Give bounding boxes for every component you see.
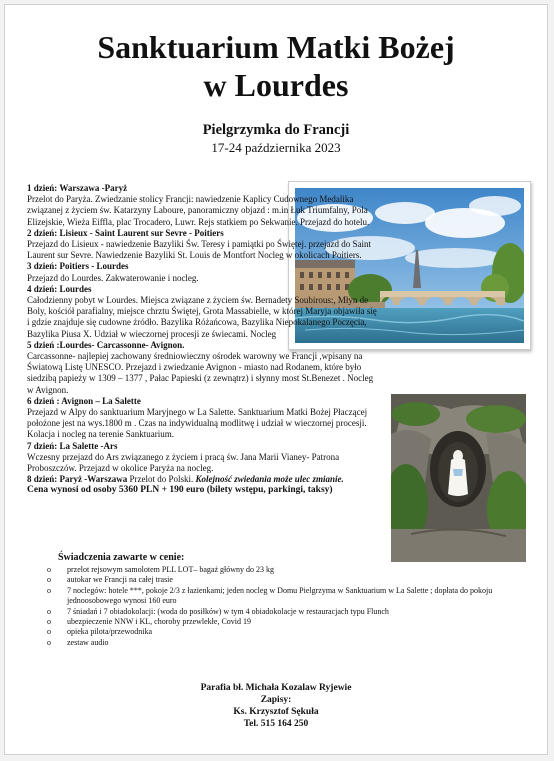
list-item: o ubezpieczenie NNW i KL, choroby przewlekłe, Covid 19 xyxy=(45,617,525,627)
day-heading: 3 dzień: Poitiers - Lourdes xyxy=(27,261,129,272)
day-8 xyxy=(27,474,377,485)
day-heading: 1 dzień: Warszawa -Paryż xyxy=(27,183,128,193)
contact-phone: Tel. 515 164 250 xyxy=(243,719,309,729)
day-6 xyxy=(27,396,377,441)
day-description: Przelot do Paryża. Zwiedzanie stolicy Francji: nawiedzenie Kaplicy Cudownego Medalika związanej z życiem św. Katarzyny Laboure, panoramiczny objazd : m.in Łuk Triumfalny, Pola Elizejskie, Wieża Eiffla, plac Trocadero, Luwr. Rejs statkiem po Sekwanie. Przejazd do hotelu. xyxy=(27,194,370,227)
day-description: Przejazd w Alpy do sanktuarium Maryjnego w La Salette. Sanktuarium Matki Bożej Płaczącej położone jest na wys.1800 m . Czas na indywidualną modlitwę i udział w wieczornej procesji. Kolacja i nocleg na terenie Sanktuarium. xyxy=(27,407,368,440)
benefits-list xyxy=(45,565,525,648)
day-description: Przejazd do Lourdes. Zakwaterowanie i nocleg. xyxy=(27,272,199,283)
contact-person: Ks. Krzysztof Sękuła xyxy=(233,707,319,717)
benefits-heading: Świadczenia zawarte w cenie: xyxy=(58,552,185,563)
parish-name: Parafia bł. Michała Kozalaw Ryjewie xyxy=(200,683,352,693)
list-item: o 7 noclegów: hotele ***, pokoje 2/3 z łazienkami; jeden nocleg w Domu Pielgrzyma w Sanktuarium w La Salette ; dopłata do pokoju jednoosobowego wynosi 160 euro xyxy=(45,586,525,607)
day-heading: 8 dzień: Paryż -Warszawa xyxy=(27,474,128,485)
day-7 xyxy=(27,441,377,475)
grotto-illustration xyxy=(391,394,526,562)
day-heading: 5 dzień :Lourdes- Carcassonne- Avignon. xyxy=(27,339,185,350)
day-5 xyxy=(27,340,377,396)
list-item: o zestaw audio xyxy=(45,638,525,648)
lourdes-grotto-photo xyxy=(391,394,526,562)
title-line-1: Sanktuarium Matki Bożej xyxy=(97,29,455,65)
day-heading: 6 dzień : Avignon – La Salette xyxy=(27,395,141,406)
flyer-page xyxy=(4,4,548,755)
subtitle: Pielgrzymka do Francji xyxy=(202,122,350,138)
day-heading: 4 dzień: Lourdes xyxy=(27,283,92,294)
day-1 xyxy=(27,183,377,228)
day-heading: 7 dzień: La Salette -Ars xyxy=(27,440,118,451)
day-description: Przelot do Polski. xyxy=(127,474,196,485)
day-description: Przejazd do Lisieux - nawiedzenie Bazyliki Św. Teresy i pamiątki po Świętej. przejazd do Saint Laurent sur Sevre. Nawiedzenie Bazyliki St. Louis de Montfort Nocleg w okolicach Poitiers. xyxy=(27,239,372,261)
order-change-note: Kolejność zwiedania może ulec zmianie. xyxy=(195,474,344,485)
day-heading: 2 dzień: Lisieux - Saint Laurent sur Sevre - Poitiers xyxy=(27,227,224,238)
itinerary xyxy=(27,183,377,497)
day-2 xyxy=(27,228,377,262)
title-line-2: w Lourdes xyxy=(203,67,349,103)
list-item: o przelot rejsowym samolotem PLL LOT– bagaż główny do 23 kg xyxy=(45,565,525,575)
trip-dates: 17-24 października 2023 xyxy=(211,140,341,155)
day-4 xyxy=(27,284,377,340)
price: Cena wynosi od osoby 5360 PLN + 190 euro (bilety wstępu, parkingi, taksy) xyxy=(27,485,333,496)
day-description: Całodzienny pobyt w Lourdes. Miejsca związane z życiem św. Bernadety Soubirous:, Młyn de Boly, kościół parafialny, miejsce chrztu Świętej, Grota Massabielle, w której Maryja objawiła się i gdzie znajduje się cudowne źródło. Bazylika Różańcowa, Bazylika Niepokalanego Poczęcia, Bazylika Piusa X. Udział w wieczornej procesji ze świecami. Nocleg xyxy=(27,295,377,339)
signup-label: Zapisy: xyxy=(260,695,292,705)
list-item: o opieka pilota/przewodnika xyxy=(45,627,525,637)
list-item: o 7 śniadań i 7 obiadokolacji: (woda do posiłków) w tym 4 obiadokolacje w restauracjach typu Flunch xyxy=(45,607,525,617)
day-description: Carcassonne- najlepiej zachowany średniowieczny ośrodek warowny we Francji ,wpisany na Światową Listę UNESCO. Przejazd i zwiedzanie Avignon - miasto nad Rodanem, które było siedzibą papieży w 1309 – 1377 , Pałac Papieski (z zewnątrz) i słynny most St.Benezet . Nocleg w Avignon. xyxy=(27,351,374,395)
day-3 xyxy=(27,261,377,283)
day-description: Wczesny przejazd do Ars związanego z życiem i pracą św. Jana Marii Vianey- Patrona Proboszczów. Przejazd w okolice Paryża na nocleg. xyxy=(27,451,340,474)
list-item: o autokar we Francji na całej trasie xyxy=(45,575,525,585)
